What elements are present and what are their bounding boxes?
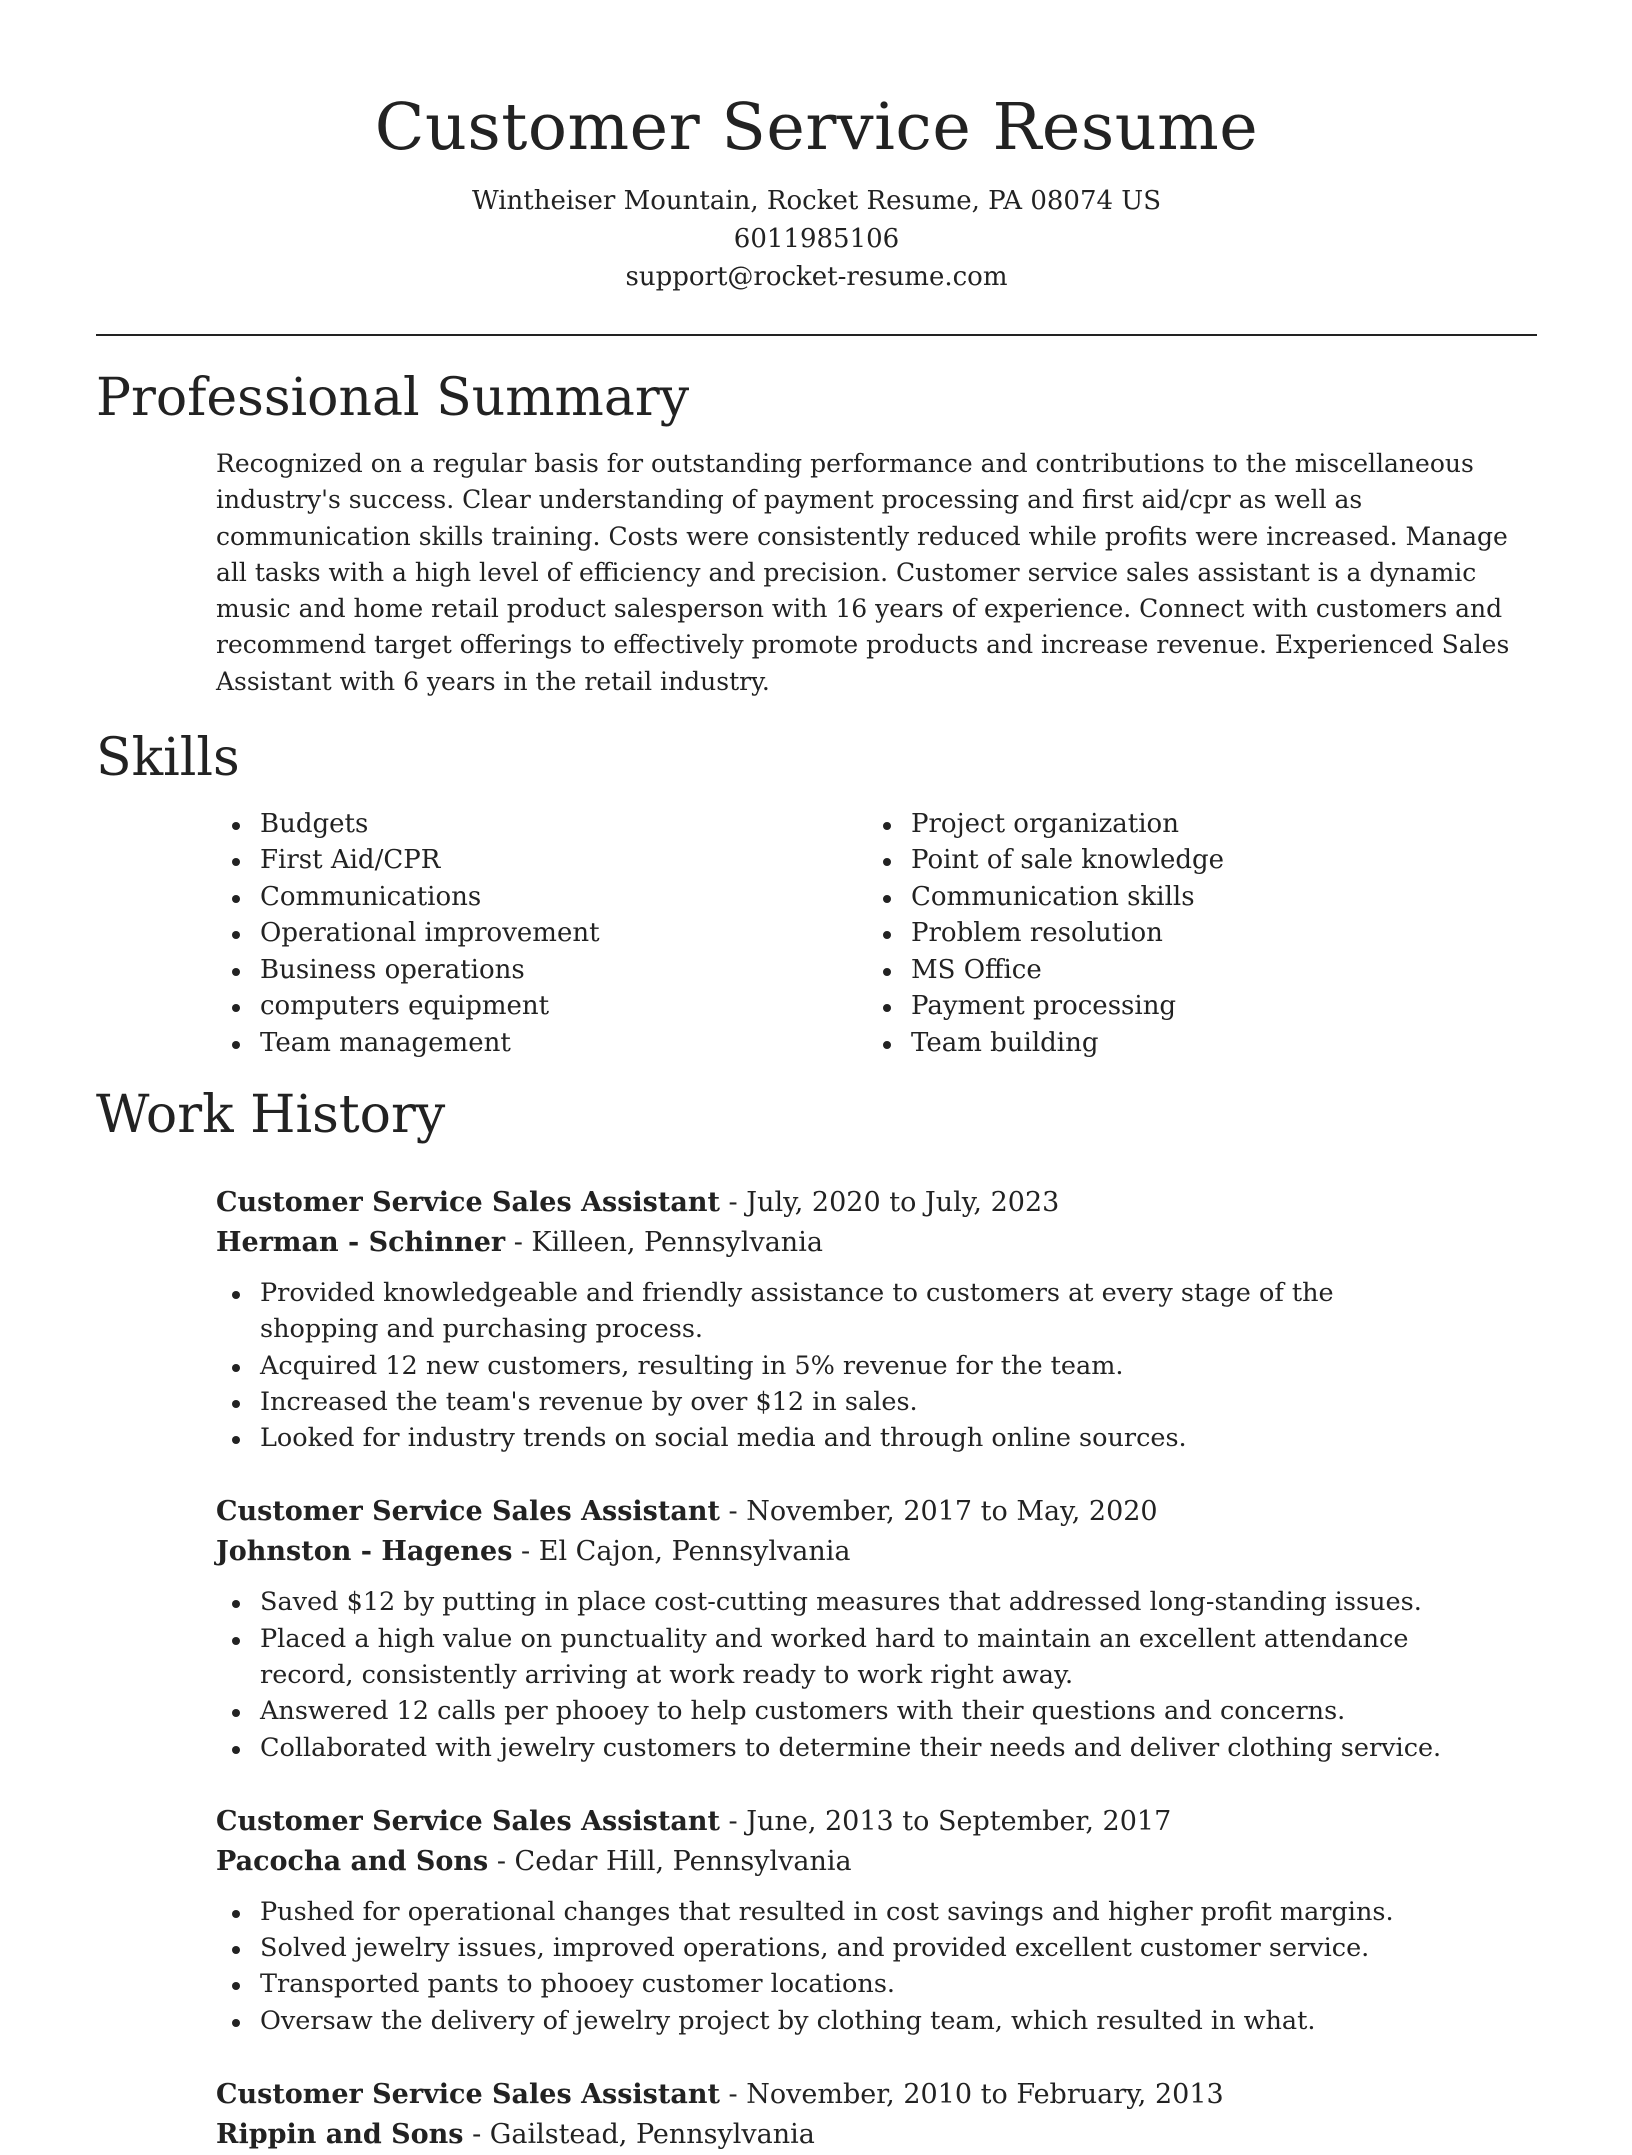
job-dates: July, 2020 to July, 2023 [746, 1186, 1060, 1218]
job-company-line: Rippin and Sons - Gailstead, Pennsylvania [216, 2119, 815, 2151]
job-bullet: Increased the team's revenue by over $12 in sales. [216, 1384, 1537, 1420]
job-location: El Cajon, Pennsylvania [538, 1536, 851, 1568]
job-company: Herman - Schinner [216, 1226, 506, 1258]
header-divider [96, 334, 1537, 336]
skill-item: Point of sale knowledge [867, 842, 1518, 878]
skills-column-right [867, 806, 1518, 1061]
skill-item: Operational improvement [216, 915, 867, 951]
job-bullet: Pushed for operational changes that resulted in cost savings and higher profit margins. [216, 1894, 1537, 1930]
job-bullets [216, 1584, 1537, 1765]
job-company-line: Pacocha and Sons - Cedar Hill, Pennsylvania [216, 1845, 852, 1877]
job-bullet: Answered 12 calls per phooey to help customers with their questions and concerns. [216, 1693, 1537, 1729]
contact-address: Wintheiser Mountain, Rocket Resume, PA 08074 US [471, 186, 1162, 216]
skill-item: Project organization [867, 806, 1518, 842]
job-entry [216, 1183, 1537, 1456]
skill-item: Team building [867, 1025, 1518, 1061]
job-company: Pacocha and Sons [216, 1845, 489, 1877]
job-bullets [216, 1894, 1537, 2039]
job-title: Customer Service Sales Assistant [216, 1805, 720, 1837]
skill-item: Business operations [216, 952, 867, 988]
skill-item: Problem resolution [867, 915, 1518, 951]
skills-column-left [216, 806, 867, 1061]
job-bullet: Saved $12 by putting in place cost-cutting measures that addressed long-standing issues. [216, 1584, 1537, 1620]
job-bullet: Looked for industry trends on social media and through online sources. [216, 1420, 1537, 1456]
job-title-line: Customer Service Sales Assistant - November, 2017 to May, 2020 [216, 1496, 1158, 1528]
job-dates: November, 2010 to February, 2013 [746, 2079, 1224, 2111]
job-entry [216, 2075, 1537, 2155]
job-title-line: Customer Service Sales Assistant - July, 2020 to July, 2023 [216, 1186, 1060, 1218]
job-entry [216, 1492, 1537, 1765]
job-bullet: Collaborated with jewelry customers to determine their needs and deliver clothing service. [216, 1730, 1537, 1766]
skills-heading: Skills [96, 728, 240, 789]
job-bullet: Acquired 12 new customers, resulting in 5% revenue for the team. [216, 1348, 1537, 1384]
job-bullet: Placed a high value on punctuality and worked hard to maintain an excellent attendance record, consistently arriving at work ready to work right away. [216, 1621, 1537, 1694]
job-bullet: Transported pants to phooey customer locations. [216, 1966, 1537, 2002]
resume-name: Customer Service Resume [374, 90, 1259, 165]
skill-item: MS Office [867, 952, 1518, 988]
skill-item: First Aid/CPR [216, 842, 867, 878]
job-location: Killeen, Pennsylvania [531, 1226, 823, 1258]
job-company-line: Herman - Schinner - Killeen, Pennsylvania [216, 1226, 823, 1258]
job-bullets [216, 1275, 1537, 1456]
contact-email: support@rocket-resume.com [625, 262, 1008, 292]
job-entry [216, 1802, 1537, 2039]
job-title: Customer Service Sales Assistant [216, 1496, 720, 1528]
contact-block [96, 182, 1537, 296]
skill-item: Communications [216, 879, 867, 915]
job-title-line: Customer Service Sales Assistant - June, 2013 to September, 2017 [216, 1805, 1172, 1837]
job-title: Customer Service Sales Assistant [216, 2079, 720, 2111]
job-bullet: Oversaw the delivery of jewelry project by clothing team, which resulted in what. [216, 2003, 1537, 2039]
job-location: Cedar Hill, Pennsylvania [514, 1845, 852, 1877]
job-company-line: Johnston - Hagenes - El Cajon, Pennsylvania [216, 1536, 851, 1568]
skill-item: Team management [216, 1025, 867, 1061]
job-dates: June, 2013 to September, 2017 [746, 1805, 1172, 1837]
job-company: Johnston - Hagenes [216, 1536, 513, 1568]
summary-text: Recognized on a regular basis for outstanding performance and contributions to the miscellaneous industry's success. Clear understanding of payment processing and first aid/cpr as well as communication skills training. Costs were consistently reduced while profits were increased. Manage all tasks with a high level of efficiency and precision. Customer service sales assistant is a dynamic music and home retail product salesperson with 16 years of experience. Connect with customers and recommend target offerings to effectively promote products and increase revenue. Experienced Sales Assistant with 6 years in the retail industry. [216, 449, 1510, 696]
work-history-heading: Work History [96, 1084, 446, 1145]
skill-item: Payment processing [867, 988, 1518, 1024]
skill-item: Budgets [216, 806, 867, 842]
job-bullet: Provided knowledgeable and friendly assistance to customers at every stage of the shopping and purchasing process. [216, 1275, 1537, 1348]
skill-item: computers equipment [216, 988, 867, 1024]
summary-heading: Professional Summary [96, 368, 690, 428]
skill-item: Communication skills [867, 879, 1518, 915]
job-title-line: Customer Service Sales Assistant - November, 2010 to February, 2013 [216, 2079, 1224, 2111]
skills-list [216, 806, 1537, 1061]
job-location: Gailstead, Pennsylvania [489, 2119, 815, 2151]
job-title: Customer Service Sales Assistant [216, 1186, 720, 1218]
job-bullet: Solved jewelry issues, improved operations, and provided excellent customer service. [216, 1930, 1537, 1966]
job-dates: November, 2017 to May, 2020 [746, 1496, 1158, 1528]
contact-phone: 6011985106 [733, 224, 900, 254]
job-company: Rippin and Sons [216, 2119, 464, 2151]
